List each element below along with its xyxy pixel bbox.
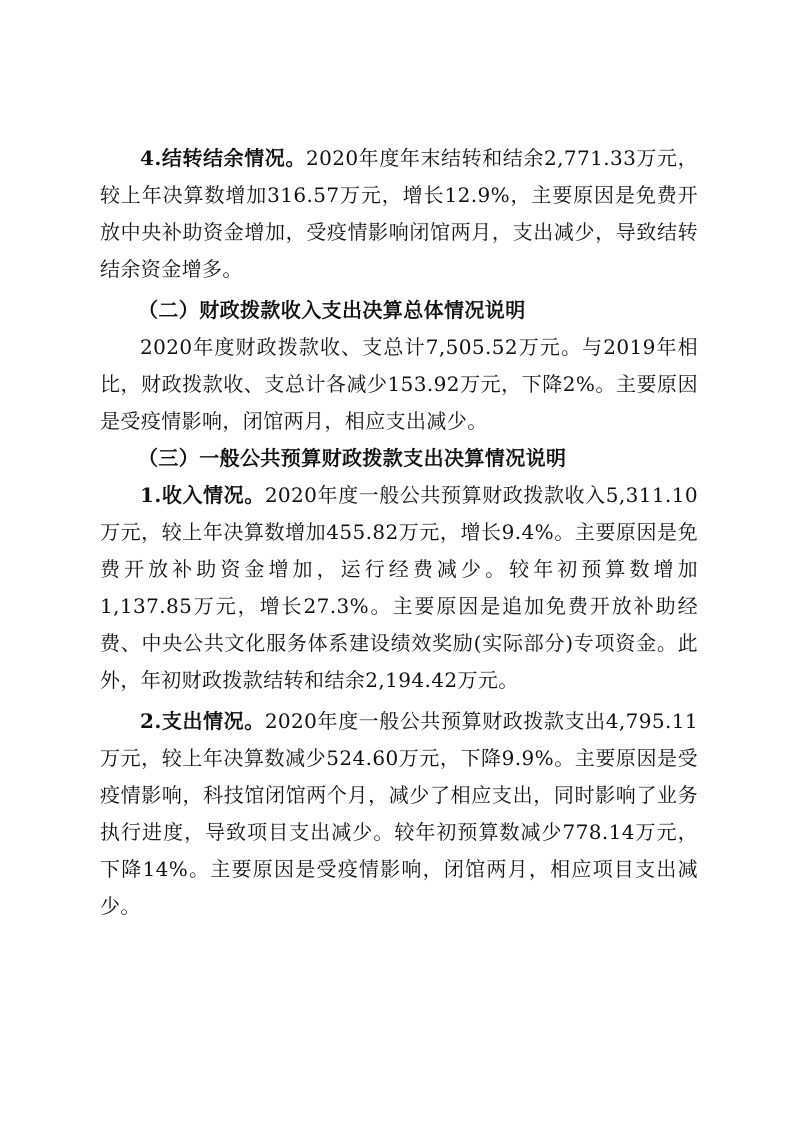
expenditure-lead: 2.支出情况。	[140, 709, 265, 733]
fiscal-overview-heading: （二）财政拨款收入支出决算总体情况说明	[138, 298, 526, 322]
income-paragraph	[100, 477, 698, 699]
expenditure-paragraph	[100, 703, 698, 925]
carryover-lead: 4.结转结余情况。	[140, 146, 306, 170]
carryover-paragraph	[100, 140, 698, 288]
general-budget-heading: （三）一般公共预算财政拨款支出决算情况说明	[138, 446, 567, 470]
income-body: 2020年度一般公共预算财政拨款收入5,311.10万元，较上年决算数增加455.82万元，增长9.4%。主要原因是免费开放补助资金增加，运行经费减少。较年初预算数增加1,137.85万元，增长27.3%。主要原因是追加免费开放补助经费、中央公共文化服务体系建设绩效奖励(实际部分)专项资金。此外，年初财政拨款结转和结余2,194.42万元。	[100, 483, 698, 692]
expenditure-body: 2020年度一般公共预算财政拨款支出4,795.11万元，较上年决算数减少524.60万元，下降9.9%。主要原因是受疫情影响，科技馆闭馆两个月，减少了相应支出，同时影响了业务执行进度，导致项目支出减少。较年初预算数减少778.14万元，下降14%。主要原因是受疫情影响，闭馆两月，相应项目支出减少。	[100, 709, 698, 918]
income-lead: 1.收入情况。	[140, 483, 265, 507]
fiscal-overview-paragraph: 2020年度财政拨款收、支总计7,505.52万元。与2019年相比，财政拨款收、支总计各减少153.92万元，下降2%。主要原因是受疫情影响，闭馆两月，相应支出减少。	[100, 335, 698, 433]
document-page	[100, 140, 698, 925]
carryover-body: 2020年度年末结转和结余2,771.33万元，较上年决算数增加316.57万元，增长12.9%，主要原因是免费开放中央补助资金增加，受疫情影响闭馆两月，支出减少，导致结转结余资金增多。	[100, 146, 699, 281]
